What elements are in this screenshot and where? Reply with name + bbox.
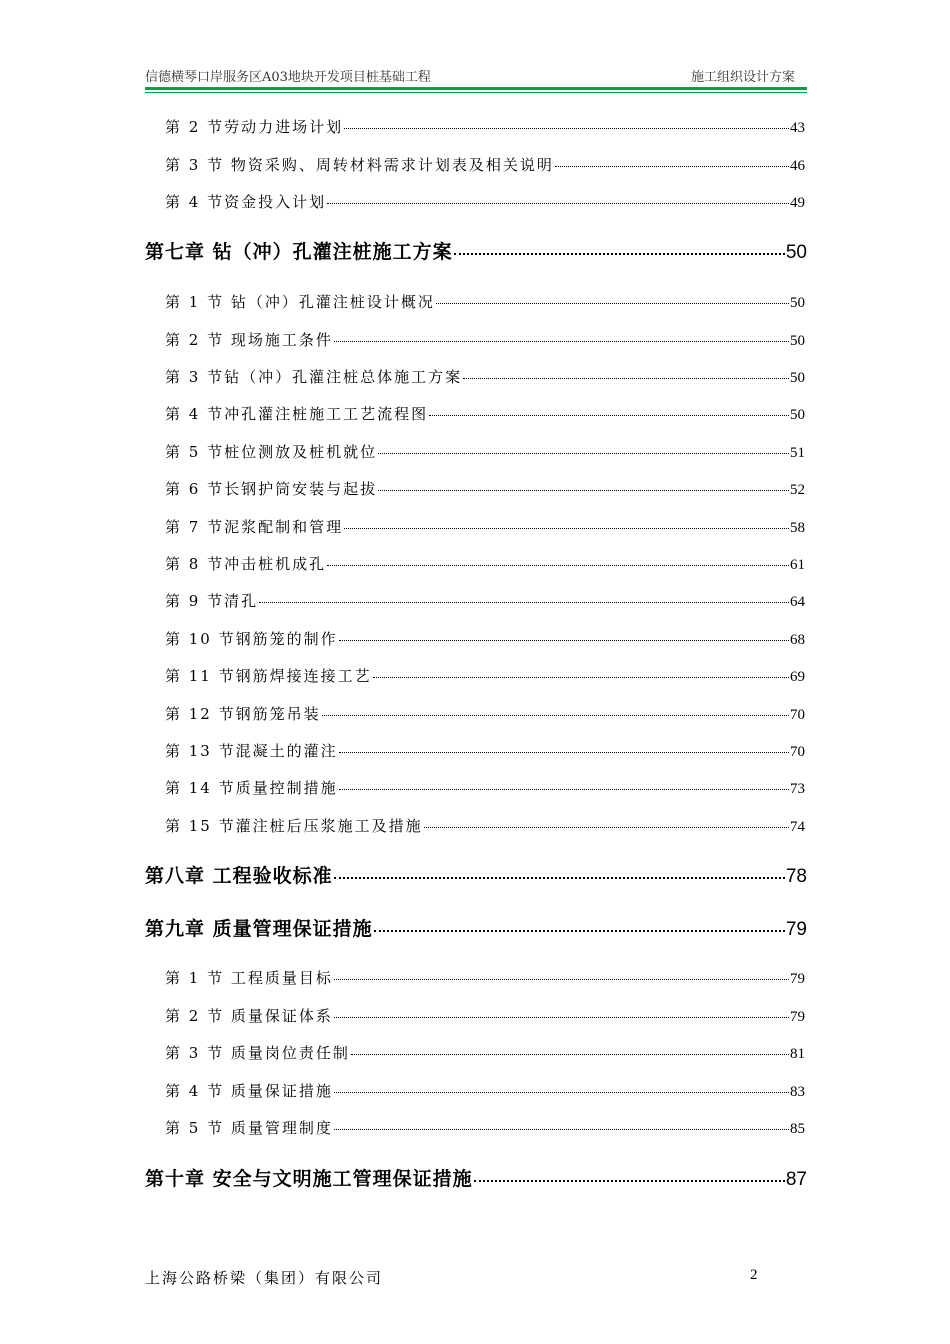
toc-entry-label: 第 1 节 工程质量目标 bbox=[165, 969, 333, 987]
toc-dot-leader bbox=[327, 203, 789, 204]
toc-entry[interactable] bbox=[165, 116, 805, 137]
toc-dot-leader bbox=[378, 490, 789, 491]
toc-entry-label: 第 9 节清孔 bbox=[165, 592, 259, 610]
toc-page-number: 52 bbox=[790, 482, 805, 498]
toc-chapter-label: 第十章 安全与文明施工管理保证措施 bbox=[145, 1168, 473, 1190]
toc-dot-leader bbox=[259, 602, 789, 603]
toc-dot-leader bbox=[334, 1017, 789, 1018]
toc-entry[interactable] bbox=[165, 329, 805, 350]
toc-entry[interactable] bbox=[165, 967, 805, 988]
toc-entry[interactable] bbox=[165, 590, 805, 611]
toc-page-number: 70 bbox=[790, 744, 805, 760]
toc-entry-label: 第 3 节 物资采购、周转材料需求计划表及相关说明 bbox=[165, 156, 554, 174]
toc-page-number: 50 bbox=[790, 370, 805, 386]
toc-entry-label: 第 2 节 现场施工条件 bbox=[165, 331, 333, 349]
toc-page-number: 50 bbox=[790, 295, 805, 311]
toc-entry[interactable] bbox=[165, 516, 805, 537]
toc-page-number: 81 bbox=[790, 1046, 805, 1062]
toc-entry[interactable] bbox=[165, 154, 805, 175]
toc-dot-leader bbox=[339, 640, 789, 641]
toc-entry[interactable] bbox=[165, 665, 805, 686]
toc-entry-label: 第 5 节 质量管理制度 bbox=[165, 1119, 333, 1137]
toc-entry-label: 第 6 节长钢护筒安装与起拔 bbox=[165, 480, 378, 498]
toc-page-number: 87 bbox=[785, 1169, 807, 1190]
toc-dot-leader bbox=[555, 166, 789, 167]
toc-entry[interactable] bbox=[165, 1117, 805, 1138]
toc-entry[interactable] bbox=[165, 291, 805, 312]
toc-page-number: 79 bbox=[785, 919, 807, 940]
toc-entry-label: 第 7 节泥浆配制和管理 bbox=[165, 518, 344, 536]
toc-entry[interactable] bbox=[165, 740, 805, 761]
toc-dot-leader bbox=[344, 528, 789, 529]
toc-dot-leader bbox=[334, 877, 785, 879]
page-header bbox=[145, 66, 807, 86]
toc-page-number: 49 bbox=[790, 195, 805, 211]
toc-entry-label: 第 13 节混凝土的灌注 bbox=[165, 742, 338, 760]
toc-entry-label: 第 15 节灌注桩后压浆施工及措施 bbox=[165, 817, 423, 835]
toc-page-number: 46 bbox=[790, 158, 805, 174]
toc-dot-leader bbox=[373, 677, 789, 678]
toc-entry-label: 第 1 节 钻（冲）孔灌注桩设计概况 bbox=[165, 293, 435, 311]
toc-entry[interactable] bbox=[165, 815, 805, 836]
toc-dot-leader bbox=[463, 378, 789, 379]
toc-page-number: 50 bbox=[785, 242, 807, 263]
toc-entry-label: 第 14 节质量控制措施 bbox=[165, 779, 338, 797]
toc-entry[interactable] bbox=[165, 703, 805, 724]
toc-dot-leader bbox=[327, 565, 789, 566]
toc-entry[interactable] bbox=[165, 191, 805, 212]
toc-page-number: 78 bbox=[785, 866, 807, 887]
footer-page-number: 2 bbox=[750, 1267, 758, 1283]
toc-dot-leader bbox=[334, 979, 789, 980]
toc-page-number: 83 bbox=[790, 1084, 805, 1100]
toc-page-number: 64 bbox=[790, 594, 805, 610]
toc-dot-leader bbox=[424, 827, 789, 828]
toc-page-number: 74 bbox=[790, 819, 805, 835]
toc-page-number: 85 bbox=[790, 1121, 805, 1137]
toc-entry-label: 第 5 节桩位测放及桩机就位 bbox=[165, 443, 378, 461]
toc-chapter-label: 第八章 工程验收标准 bbox=[145, 865, 333, 887]
toc-entry-label: 第 4 节冲孔灌注桩施工工艺流程图 bbox=[165, 405, 429, 423]
toc-dot-leader bbox=[334, 1129, 789, 1130]
toc-dot-leader bbox=[334, 341, 789, 342]
toc-dot-leader bbox=[454, 253, 785, 255]
toc-chapter-entry[interactable] bbox=[145, 1164, 807, 1191]
toc-page-number: 73 bbox=[790, 781, 805, 797]
toc-page-number: 79 bbox=[790, 1009, 805, 1025]
toc-chapter-entry[interactable] bbox=[145, 237, 807, 264]
header-project-title: 信德横琴口岸服务区A03地块开发项目桩基础工程 bbox=[145, 70, 431, 85]
toc-entry[interactable] bbox=[165, 403, 805, 424]
toc-chapter-label: 第七章 钻（冲）孔灌注桩施工方案 bbox=[145, 241, 453, 263]
toc-page-number: 43 bbox=[790, 120, 805, 136]
footer-company: 上海公路桥梁（集团）有限公司 bbox=[145, 1269, 384, 1287]
toc-page-number: 50 bbox=[790, 333, 805, 349]
toc-entry[interactable] bbox=[165, 553, 805, 574]
toc-entry[interactable] bbox=[165, 1005, 805, 1026]
toc-page-number: 58 bbox=[790, 520, 805, 536]
header-rule bbox=[145, 87, 807, 90]
header-rule-thin bbox=[145, 92, 807, 93]
toc-entry-label: 第 2 节 质量保证体系 bbox=[165, 1007, 333, 1025]
toc-entry-label: 第 3 节钻（冲）孔灌注桩总体施工方案 bbox=[165, 368, 463, 386]
toc-chapter-entry[interactable] bbox=[145, 861, 807, 888]
toc-entry[interactable] bbox=[165, 628, 805, 649]
toc-entry-label: 第 4 节 质量保证措施 bbox=[165, 1082, 333, 1100]
toc-entry-label: 第 8 节冲击桩机成孔 bbox=[165, 555, 327, 573]
toc-dot-leader bbox=[436, 303, 789, 304]
toc-dot-leader bbox=[374, 930, 785, 932]
toc-dot-leader bbox=[339, 789, 789, 790]
toc-entry[interactable] bbox=[165, 1080, 805, 1101]
toc-dot-leader bbox=[322, 715, 789, 716]
toc-chapter-entry[interactable] bbox=[145, 914, 807, 941]
toc-dot-leader bbox=[334, 1092, 789, 1093]
toc-dot-leader bbox=[378, 453, 789, 454]
toc-page-number: 61 bbox=[790, 557, 805, 573]
toc-dot-leader bbox=[351, 1054, 789, 1055]
toc-entry[interactable] bbox=[165, 1042, 805, 1063]
toc-dot-leader bbox=[344, 128, 789, 129]
toc-entry-label: 第 12 节钢筋笼吊装 bbox=[165, 705, 321, 723]
toc-entry[interactable] bbox=[165, 777, 805, 798]
toc-chapter-label: 第九章 质量管理保证措施 bbox=[145, 918, 373, 940]
toc-page-number: 69 bbox=[790, 669, 805, 685]
toc-entry-label: 第 2 节劳动力进场计划 bbox=[165, 118, 344, 136]
toc-entry[interactable] bbox=[165, 478, 805, 499]
toc-entry[interactable] bbox=[165, 441, 805, 462]
toc-dot-leader bbox=[474, 1180, 785, 1182]
toc-page-number: 51 bbox=[790, 445, 805, 461]
toc-dot-leader bbox=[429, 415, 789, 416]
toc-page-number: 68 bbox=[790, 632, 805, 648]
toc-entry-label: 第 4 节资金投入计划 bbox=[165, 193, 327, 211]
toc-entry[interactable] bbox=[165, 366, 805, 387]
toc-dot-leader bbox=[339, 752, 789, 753]
toc-page-number: 50 bbox=[790, 407, 805, 423]
toc-entry-label: 第 10 节钢筋笼的制作 bbox=[165, 630, 338, 648]
toc-page-number: 70 bbox=[790, 707, 805, 723]
header-doc-type: 施工组织设计方案 bbox=[690, 70, 795, 85]
page-footer bbox=[145, 1267, 807, 1288]
toc-entry-label: 第 11 节钢筋焊接连接工艺 bbox=[165, 667, 372, 685]
toc-entry-label: 第 3 节 质量岗位责任制 bbox=[165, 1044, 350, 1062]
toc-page-number: 79 bbox=[790, 971, 805, 987]
